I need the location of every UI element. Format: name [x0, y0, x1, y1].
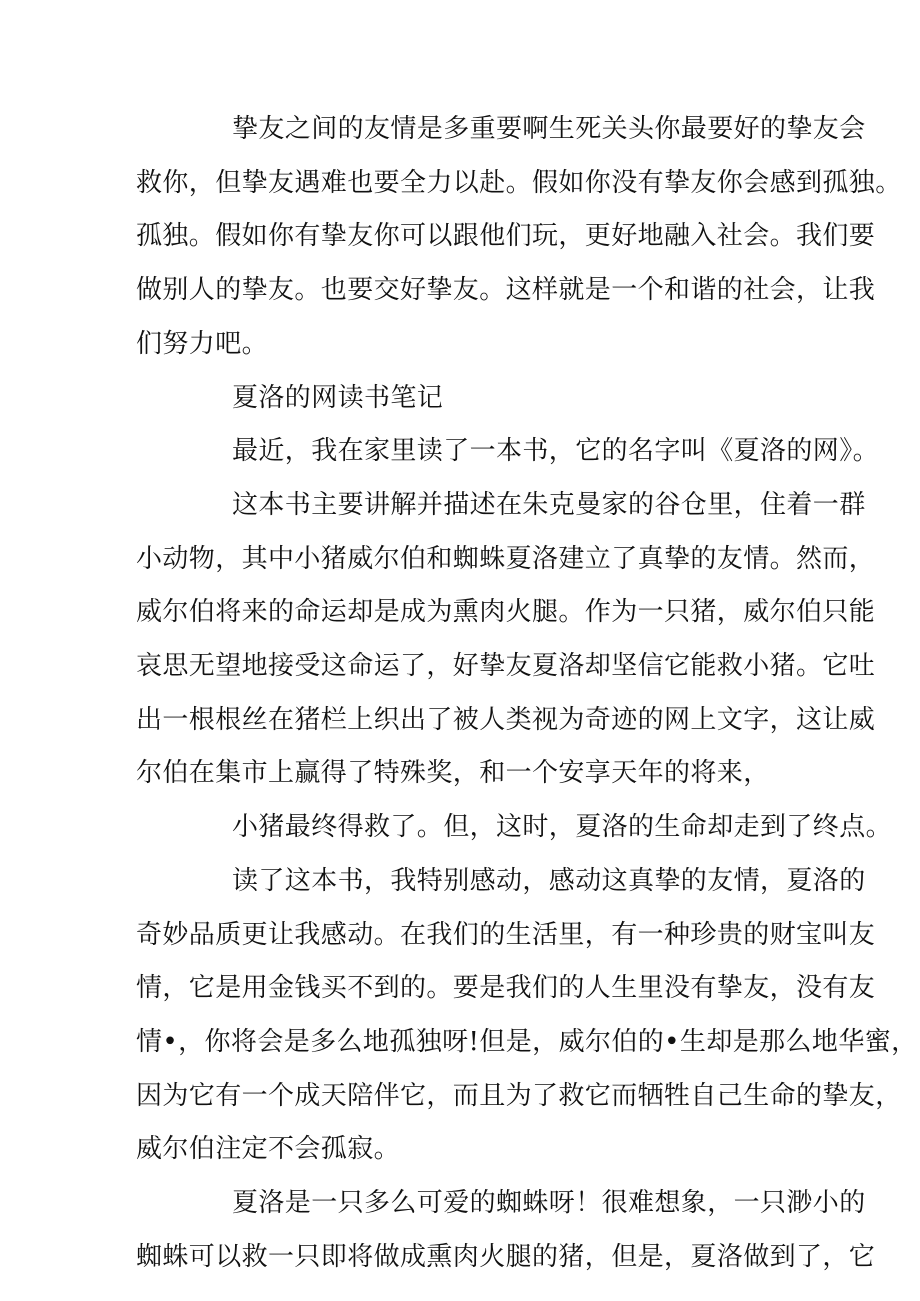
- text-line: 因为它有一个成天陪伴它，而且为了救它而牺牲自己生命的挚友，: [136, 1080, 902, 1111]
- text-line: 情，它是用金钱买不到的。要是我们的人生里没有挚友，没有友: [136, 973, 876, 1004]
- text-line: 小猪最终得救了。但，这时，夏洛的生命却走到了终点。: [232, 812, 893, 843]
- text-line: 挚友之间的友情是多重要啊生死关头你最要好的挚友会: [232, 114, 866, 144]
- paragraph-reflection: [136, 855, 918, 1177]
- text-line: 最近，我在家里读了一本书，它的名字叫《夏洛的网》。: [232, 436, 880, 467]
- text-line: 哀思无望地接受这命运了，好挚友夏洛却坚信它能救小猪。它吐: [136, 651, 876, 682]
- text-line: 们努力吧。: [136, 328, 269, 359]
- text-line: 小动物，其中小猪威尔伯和蜘蛛夏洛建立了真挚的友情。然而，: [136, 543, 876, 574]
- heading-line: 夏洛的网读书笔记: [232, 382, 444, 413]
- text-line: 威尔伯将来的命运却是成为熏肉火腿。作为一只猪，威尔伯只能: [136, 597, 876, 628]
- paragraph-friendship: [136, 103, 902, 372]
- text-line: 奇妙品质更让我感动。在我们的生活里，有一种珍贵的财宝叫友: [136, 919, 876, 950]
- document-body: [136, 103, 918, 1284]
- text-line: 出一根根丝在猪栏上织出了被人类视为奇迹的网上文字，这让威: [136, 704, 876, 735]
- paragraph-summary: [136, 479, 876, 801]
- text-line: 救你，但挚友遇难也要全力以赴。假如你没有挚友你会感到孤独。: [136, 167, 902, 198]
- text-line: 情•，你将会是多么地孤独呀!但是，威尔伯的•生却是那么地华蜜，: [136, 1026, 918, 1057]
- paragraph-charlotte: [136, 1177, 876, 1284]
- section-heading: [136, 372, 806, 426]
- paragraph-ending: [136, 801, 893, 855]
- text-line: 这本书主要讲解并描述在朱克曼家的谷仓里，住着一群: [232, 489, 866, 520]
- paragraph-intro: [136, 425, 880, 479]
- text-line: 读了这本书，我特别感动，感动这真挚的友情，夏洛的: [232, 865, 866, 896]
- text-line: 夏洛是一只多么可爱的蜘蛛呀！很难想象，一只渺小的: [232, 1188, 866, 1219]
- text-line: 尔伯在集市上赢得了特殊奖，和一个安享天年的将来，: [136, 758, 770, 789]
- text-line: 威尔伯注定不会孤寂。: [136, 1134, 401, 1165]
- text-line: 孤独。假如你有挚友你可以跟他们玩，更好地融入社会。我们要: [136, 221, 876, 252]
- text-line: 蜘蛛可以救一只即将做成熏肉火腿的猪，但是，夏洛做到了，它: [136, 1241, 876, 1272]
- text-line: 做别人的挚友。也要交好挚友。这样就是一个和谐的社会，让我: [136, 275, 876, 306]
